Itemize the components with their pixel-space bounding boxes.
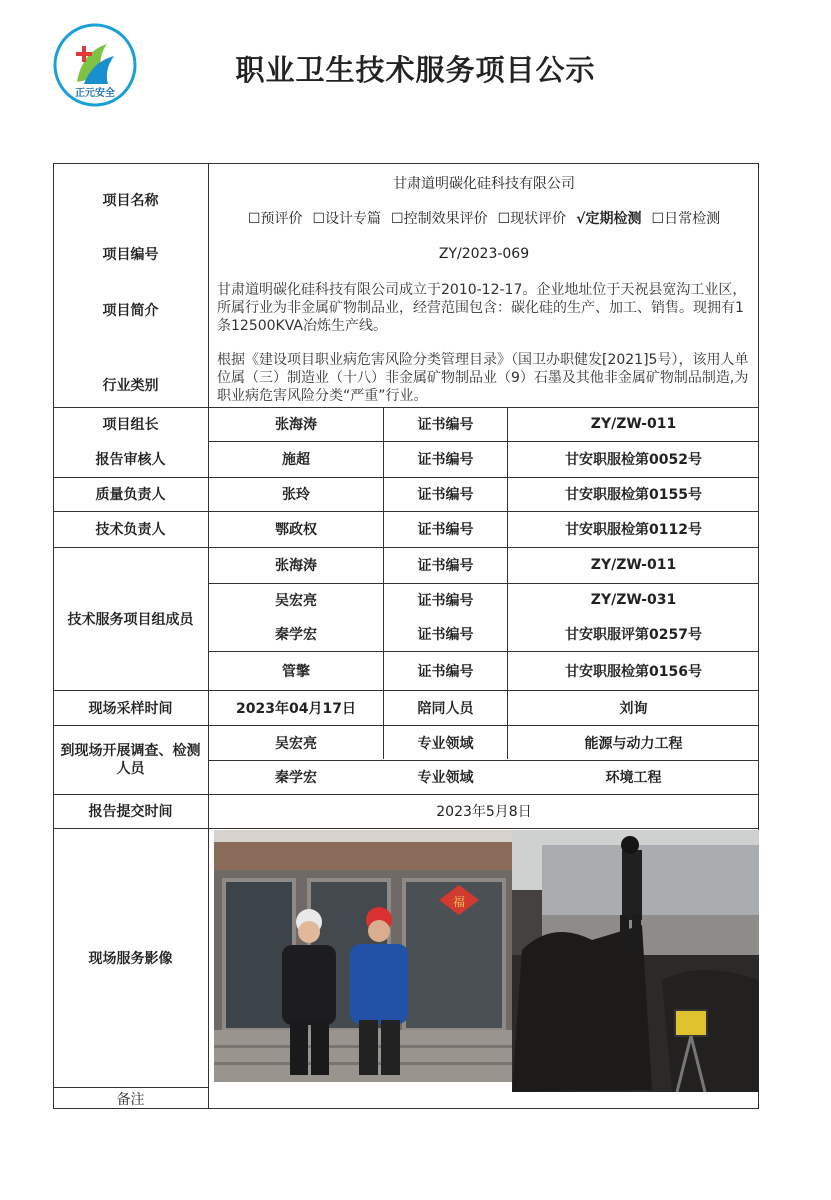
service-type-options: [209, 201, 759, 235]
option-status-evaluation: ☐现状评价: [497, 211, 567, 227]
report-submit-label: 报告提交时间: [88, 804, 173, 820]
technical-cert: 甘安职服检第0112号: [565, 522, 702, 538]
cert-label: 证书编号: [417, 593, 474, 609]
cert-label: 证书编号: [417, 487, 474, 503]
quality-role: 质量负责人: [95, 487, 166, 503]
project-number-value: ZY/2023-069: [438, 246, 530, 262]
cert-label: 证书编号: [417, 558, 474, 574]
quality-name: 张玲: [282, 487, 310, 503]
member-cert: 甘安职服评第0257号: [565, 627, 702, 643]
project-number-label: 项目编号: [102, 247, 159, 263]
member-cert: 甘安职服检第0156号: [565, 663, 702, 680]
option-daily-testing: ☐日常检测: [651, 211, 721, 227]
site-photo-entrance: [214, 830, 512, 1082]
logo-text: 正元安全: [75, 88, 115, 99]
option-periodic-testing: √定期检测: [576, 211, 642, 227]
cert-label: 证书编号: [417, 627, 474, 643]
member-name: 管擎: [282, 663, 310, 680]
site-photo-worksite: [512, 830, 759, 1092]
quality-cert: 甘安职服检第0155号: [565, 487, 702, 503]
survey-label: 到现场开展调查、检测人员: [60, 742, 201, 777]
leader-role: 项目组长: [102, 417, 159, 433]
option-design: ☐设计专篇: [312, 211, 382, 227]
page-title: 职业卫生技术服务项目公示: [235, 53, 596, 87]
project-intro-label: 项目简介: [102, 303, 159, 319]
project-intro-text: 甘肃道明碳化硅科技有限公司成立于2010-12-17。企业地址位于天祝县宽沟工业区，所属行业为非金属矿物制品业，经营范围包含：碳化硅的生产、加工、销售。现拥有1条12500KVA冶炼生产线。: [217, 282, 747, 334]
cert-label: 证书编号: [417, 452, 474, 468]
reviewer-cert: 甘安职服检第0052号: [565, 452, 702, 468]
survey-person-name: 吴宏亮: [275, 735, 317, 752]
info-table: [53, 163, 759, 1109]
sampling-time-label: 现场采样时间: [88, 700, 173, 717]
escort-label: 陪同人员: [417, 700, 474, 717]
option-control-effect: ☐控制效果评价: [391, 211, 488, 227]
survey-person-field: 能源与动力工程: [584, 735, 683, 752]
member-cert: ZY/ZW-011: [590, 557, 677, 573]
photos-label: 现场服务影像: [88, 950, 173, 967]
door-sign: 福: [452, 895, 466, 909]
option-pre-evaluation: ☐预评价: [247, 211, 303, 227]
survey-person-name: 秦学宏: [275, 770, 317, 786]
escort-value: 刘询: [619, 700, 648, 717]
project-name-value: 甘肃道明碳化硅科技有限公司: [393, 176, 575, 192]
leader-cert: ZY/ZW-011: [590, 416, 677, 432]
cert-label: 证书编号: [417, 663, 474, 680]
industry-text: 根据《建设项目职业病危害风险分类管理目录》（国卫办职健发[2021]5号），该用人单位属（三）制造业（十八）非金属矿物制品业（9）石墨及其他非金属矿物制品制造,为职业病危害风险分类“严重”行业。: [217, 352, 749, 404]
reviewer-role: 报告审核人: [95, 452, 166, 468]
member-cert: ZY/ZW-031: [590, 592, 677, 608]
technical-name: 鄂政权: [275, 522, 317, 538]
cert-label: 证书编号: [417, 522, 474, 538]
survey-person-field: 环境工程: [605, 770, 662, 786]
team-label: 技术服务项目组成员: [67, 611, 194, 628]
remark-label: 备注: [116, 1091, 145, 1108]
field-label: 专业领域: [417, 735, 474, 752]
member-name: 张海涛: [275, 558, 317, 574]
member-name: 吴宏亮: [275, 593, 317, 609]
field-label: 专业领域: [417, 770, 474, 786]
technical-role: 技术负责人: [95, 522, 166, 538]
industry-label: 行业类别: [102, 378, 159, 394]
reviewer-name: 施超: [282, 452, 310, 468]
sampling-time-value: 2023年04月17日: [236, 700, 356, 717]
project-name-label: 项目名称: [102, 193, 159, 209]
cert-label: 证书编号: [417, 417, 474, 433]
report-submit-value: 2023年5月8日: [436, 804, 532, 820]
member-name: 秦学宏: [275, 627, 317, 643]
leader-name: 张海涛: [275, 417, 317, 433]
